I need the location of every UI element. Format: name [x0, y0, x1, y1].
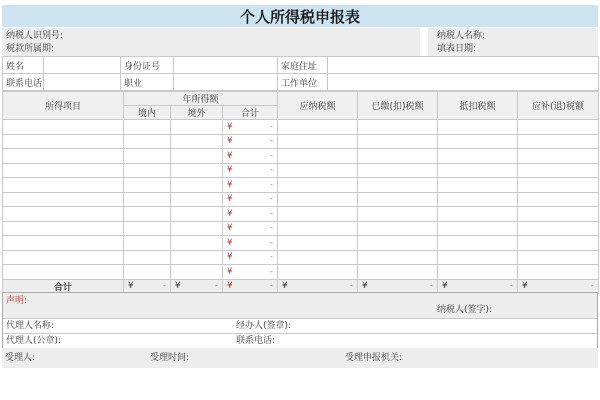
- tax-due-refund-cell[interactable]: [518, 250, 599, 265]
- overseas-amount-cell[interactable]: [171, 120, 223, 135]
- tax-due-refund-cell[interactable]: [518, 192, 599, 207]
- overseas-amount-cell[interactable]: [171, 265, 223, 280]
- col-header-tax-payable: 应纳税额: [278, 92, 358, 120]
- accept-org-label: 受理申报机关:: [345, 353, 403, 363]
- name-field[interactable]: [44, 57, 121, 74]
- subtotal-amount-cell[interactable]: [223, 221, 278, 236]
- empty-value: -: [269, 237, 273, 248]
- tax-credit-cell[interactable]: [438, 265, 518, 280]
- table-row: [3, 250, 599, 265]
- currency-symbol: ¥: [128, 281, 134, 291]
- tax-withheld-cell[interactable]: [358, 221, 438, 236]
- income-item-cell[interactable]: [3, 134, 124, 149]
- domestic-amount-cell[interactable]: [124, 221, 171, 236]
- currency-symbol: ¥: [227, 136, 233, 147]
- currency-symbol: ¥: [227, 150, 233, 161]
- occupation-label: 职业: [121, 74, 174, 91]
- income-item-cell[interactable]: [3, 163, 124, 178]
- tax-due-refund-cell[interactable]: [518, 236, 599, 251]
- tax-withheld-cell[interactable]: [358, 250, 438, 265]
- empty-value: -: [349, 281, 353, 291]
- tax-withheld-cell[interactable]: [358, 163, 438, 178]
- tax-payable-cell[interactable]: [278, 236, 358, 251]
- declaration-label: 声明:: [6, 296, 28, 306]
- col-header-tax-withheld: 已缴(扣)税额: [358, 92, 438, 120]
- overseas-amount-cell[interactable]: [171, 149, 223, 164]
- tax-withheld-cell[interactable]: [358, 178, 438, 193]
- empty-value: -: [269, 165, 273, 176]
- tax-payable-cell[interactable]: [278, 178, 358, 193]
- name-label: 姓名: [3, 57, 44, 74]
- empty-value: -: [269, 136, 273, 147]
- page-title: 个人所得税申报表: [239, 7, 360, 26]
- tax-withheld-cell[interactable]: [358, 134, 438, 149]
- tax-due-refund-cell[interactable]: [518, 120, 599, 135]
- empty-value: -: [162, 281, 166, 291]
- total-tax-due-refund-cell[interactable]: [518, 279, 599, 293]
- tax-payable-cell[interactable]: [278, 163, 358, 178]
- empty-value: -: [269, 266, 273, 277]
- tax-withheld-cell[interactable]: [358, 149, 438, 164]
- tax-payable-cell[interactable]: [278, 221, 358, 236]
- currency-symbol: ¥: [227, 266, 233, 277]
- phone-field[interactable]: [44, 74, 121, 91]
- handler-signature-label: 经办人(签章):: [236, 321, 292, 331]
- tax-payable-cell[interactable]: [278, 207, 358, 222]
- income-item-cell[interactable]: [3, 149, 124, 164]
- domestic-amount-cell[interactable]: [124, 250, 171, 265]
- subtotal-amount-cell[interactable]: [223, 250, 278, 265]
- table-row: [3, 163, 599, 178]
- tax-due-refund-cell[interactable]: [518, 149, 599, 164]
- tax-credit-cell[interactable]: [438, 192, 518, 207]
- tax-credit-cell[interactable]: [438, 149, 518, 164]
- subtotal-amount-cell[interactable]: [223, 163, 278, 178]
- domestic-amount-cell[interactable]: [124, 163, 171, 178]
- col-header-tax-due-refund: 应补(退)税额: [518, 92, 599, 120]
- subtotal-amount-cell[interactable]: [223, 134, 278, 149]
- subtotal-amount-cell[interactable]: [223, 149, 278, 164]
- empty-value: -: [269, 150, 273, 161]
- table-body: [3, 120, 599, 280]
- tax-withheld-cell[interactable]: [358, 265, 438, 280]
- income-item-cell[interactable]: [3, 265, 124, 280]
- empty-value: -: [269, 179, 273, 190]
- subtotal-amount-cell[interactable]: [223, 192, 278, 207]
- tax-credit-cell[interactable]: [438, 250, 518, 265]
- table-row: [3, 221, 599, 236]
- overseas-amount-cell[interactable]: [171, 192, 223, 207]
- agent-name-row: [3, 319, 597, 334]
- domestic-amount-cell[interactable]: [124, 149, 171, 164]
- tax-due-refund-cell[interactable]: [518, 221, 599, 236]
- overseas-amount-cell[interactable]: [171, 178, 223, 193]
- agent-name-label: 代理人名称:: [6, 321, 55, 331]
- currency-symbol: ¥: [227, 165, 233, 176]
- tax-withheld-cell[interactable]: [358, 236, 438, 251]
- total-overseas-cell[interactable]: [171, 279, 223, 293]
- subtotal-amount-cell[interactable]: [223, 178, 278, 193]
- empty-value: -: [269, 223, 273, 234]
- overseas-amount-cell[interactable]: [171, 250, 223, 265]
- tax-due-refund-cell[interactable]: [518, 178, 599, 193]
- table-row: [3, 178, 599, 193]
- income-item-cell[interactable]: [3, 192, 124, 207]
- empty-value: -: [269, 121, 273, 132]
- receiver-label: 受理人:: [5, 353, 36, 363]
- taxpayer-name-label: 纳税人名称:: [437, 31, 486, 41]
- agent-seal-label: 代理人(公章):: [6, 336, 62, 346]
- currency-symbol: ¥: [227, 121, 233, 132]
- overseas-amount-cell[interactable]: [171, 134, 223, 149]
- tax-payable-cell[interactable]: [278, 265, 358, 280]
- total-domestic-cell[interactable]: [124, 279, 171, 293]
- domestic-amount-cell[interactable]: [124, 265, 171, 280]
- accept-time-label: 受理时间:: [150, 353, 190, 363]
- empty-value: -: [269, 194, 273, 205]
- total-tax-withheld-cell[interactable]: [358, 279, 438, 293]
- form-title-bar: [2, 5, 598, 27]
- currency-symbol: ¥: [227, 252, 233, 263]
- col-header-income-item: 所得项目: [3, 92, 124, 120]
- tax-due-refund-cell[interactable]: [518, 265, 599, 280]
- fill-date-label: 填表日期:: [437, 44, 477, 54]
- empty-value: -: [509, 281, 513, 291]
- domestic-amount-cell[interactable]: [124, 178, 171, 193]
- currency-symbol: ¥: [175, 281, 181, 291]
- taxpayer-id-label: 纳税人识别号:: [6, 31, 64, 41]
- tax-due-refund-cell[interactable]: [518, 163, 599, 178]
- col-header-domestic: 境内: [124, 106, 171, 120]
- table-row: [3, 265, 599, 280]
- income-item-cell[interactable]: [3, 207, 124, 222]
- empty-value: -: [269, 252, 273, 263]
- currency-symbol: ¥: [227, 223, 233, 234]
- footer-section: [2, 292, 598, 348]
- personal-info-row: [3, 57, 599, 74]
- info-panel-left: [2, 28, 420, 56]
- income-item-cell[interactable]: [3, 120, 124, 135]
- col-header-subtotal: 合计: [223, 106, 278, 120]
- tax-due-refund-cell[interactable]: [518, 207, 599, 222]
- id-number-label: 身份证号: [121, 57, 174, 74]
- overseas-amount-cell[interactable]: [171, 236, 223, 251]
- tax-credit-cell[interactable]: [438, 120, 518, 135]
- home-address-label: 家庭住址: [278, 57, 328, 74]
- table-row: [3, 120, 599, 135]
- table-row: [3, 207, 599, 222]
- tax-credit-cell[interactable]: [438, 221, 518, 236]
- income-item-cell[interactable]: [3, 178, 124, 193]
- phone-label: 联系电话: [3, 74, 44, 91]
- subtotal-amount-cell[interactable]: [223, 236, 278, 251]
- taxpayer-signature-label: 纳税人(签字):: [437, 305, 493, 315]
- domestic-amount-cell[interactable]: [124, 134, 171, 149]
- income-item-cell[interactable]: [3, 236, 124, 251]
- total-tax-credit-cell[interactable]: [438, 279, 518, 293]
- tax-payable-cell[interactable]: [278, 149, 358, 164]
- empty-value: -: [590, 281, 594, 291]
- contact-phone-label: 联系电话:: [236, 336, 276, 346]
- tax-payable-cell[interactable]: [278, 250, 358, 265]
- tax-credit-cell[interactable]: [438, 134, 518, 149]
- tax-payable-cell[interactable]: [278, 134, 358, 149]
- currency-symbol: ¥: [362, 281, 368, 291]
- id-number-field[interactable]: [174, 57, 278, 74]
- work-unit-label: 工作单位: [278, 74, 328, 91]
- subtotal-amount-cell[interactable]: [223, 265, 278, 280]
- currency-symbol: ¥: [227, 237, 233, 248]
- col-header-overseas: 境外: [171, 106, 223, 120]
- personal-info-row: [3, 74, 599, 91]
- tax-withheld-cell[interactable]: [358, 207, 438, 222]
- declaration-cell[interactable]: [3, 293, 597, 319]
- income-item-cell[interactable]: [3, 221, 124, 236]
- tax-credit-cell[interactable]: [438, 178, 518, 193]
- table-row: [3, 192, 599, 207]
- work-unit-field[interactable]: [328, 74, 599, 91]
- income-tax-table: [2, 91, 599, 294]
- subtotal-amount-cell[interactable]: [223, 207, 278, 222]
- total-tax-payable-cell[interactable]: [278, 279, 358, 293]
- income-item-cell[interactable]: [3, 250, 124, 265]
- empty-value: -: [429, 281, 433, 291]
- empty-value: -: [269, 208, 273, 219]
- currency-symbol: ¥: [227, 194, 233, 205]
- acceptance-strip: [2, 348, 598, 368]
- overseas-amount-cell[interactable]: [171, 207, 223, 222]
- table-row: [3, 134, 599, 149]
- tax-payable-cell[interactable]: [278, 120, 358, 135]
- overseas-amount-cell[interactable]: [171, 221, 223, 236]
- table-row: [3, 236, 599, 251]
- domestic-amount-cell[interactable]: [124, 192, 171, 207]
- currency-symbol: ¥: [227, 179, 233, 190]
- empty-value: -: [214, 281, 218, 291]
- tax-credit-cell[interactable]: [438, 236, 518, 251]
- total-subtotal-cell[interactable]: [223, 279, 278, 293]
- currency-symbol: ¥: [282, 281, 288, 291]
- tax-period-label: 税款所属期:: [6, 44, 55, 54]
- empty-value: -: [269, 281, 273, 291]
- table-row: [3, 149, 599, 164]
- occupation-field[interactable]: [174, 74, 278, 91]
- home-address-field[interactable]: [328, 57, 599, 74]
- tax-withheld-cell[interactable]: [358, 192, 438, 207]
- tax-payable-cell[interactable]: [278, 192, 358, 207]
- overseas-amount-cell[interactable]: [171, 163, 223, 178]
- personal-info-grid: [2, 56, 599, 91]
- total-row-label: 合计: [3, 279, 124, 293]
- total-row: [3, 279, 599, 293]
- subtotal-amount-cell[interactable]: [223, 120, 278, 135]
- tax-credit-cell[interactable]: [438, 163, 518, 178]
- currency-symbol: ¥: [227, 281, 233, 291]
- currency-symbol: ¥: [227, 208, 233, 219]
- col-header-tax-credit: 抵扣税额: [438, 92, 518, 120]
- currency-symbol: ¥: [442, 281, 448, 291]
- agent-seal-row: [3, 334, 597, 348]
- domestic-amount-cell[interactable]: [124, 120, 171, 135]
- domestic-amount-cell[interactable]: [124, 207, 171, 222]
- col-header-annual-income: 年所得额: [124, 92, 278, 106]
- currency-symbol: ¥: [522, 281, 528, 291]
- tax-credit-cell[interactable]: [438, 207, 518, 222]
- domestic-amount-cell[interactable]: [124, 236, 171, 251]
- tax-due-refund-cell[interactable]: [518, 134, 599, 149]
- tax-withheld-cell[interactable]: [358, 120, 438, 135]
